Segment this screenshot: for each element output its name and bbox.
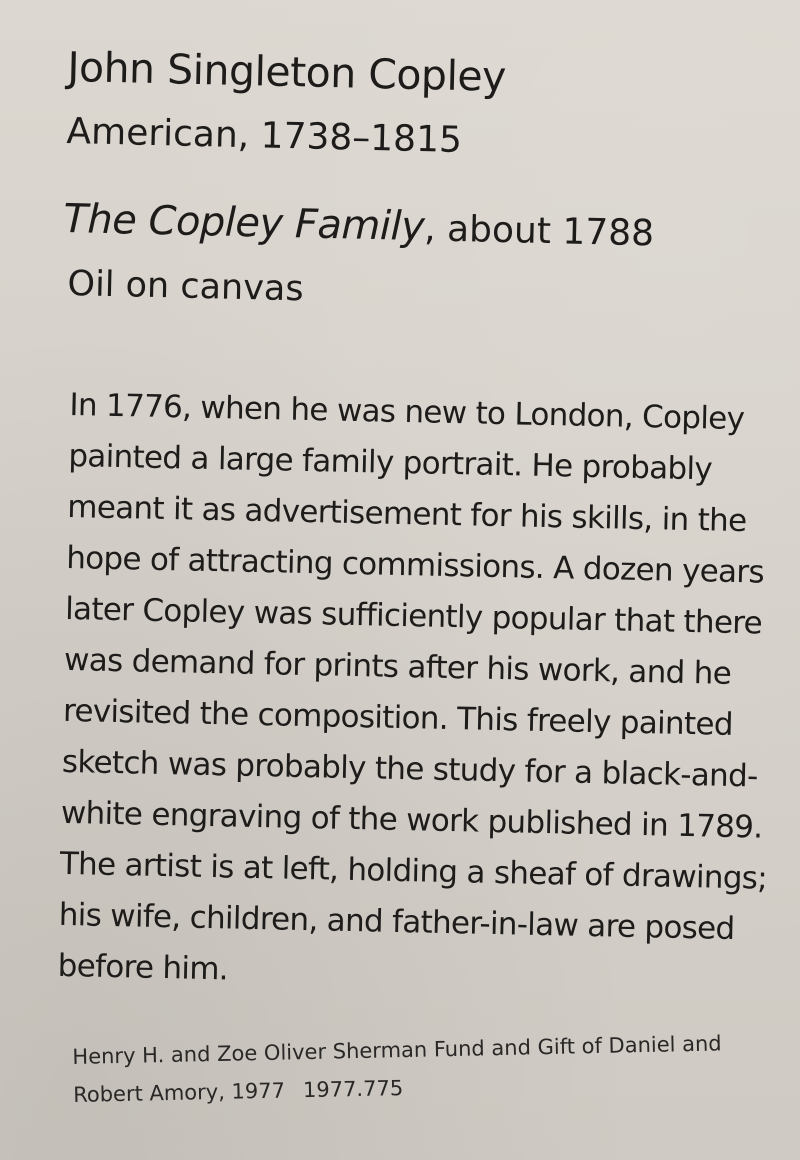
description-line: meant it as advertisement for his skills, in the — [66, 488, 747, 540]
work-date: , about 1788 — [423, 208, 655, 255]
description-line: later Copley was sufficiently popular that there — [64, 590, 763, 642]
work-title: The Copley Family — [62, 196, 425, 251]
description-line: The artist is at left, holding a sheaf of drawings; — [59, 845, 768, 897]
description-line: white engraving of the work published in 1789. — [60, 794, 763, 846]
credit-line — [72, 1023, 773, 1114]
description-line: sketch was probably the study for a black-and- — [61, 743, 758, 795]
work-title-line — [63, 196, 655, 255]
description-line: painted a large family portrait. He probably — [68, 437, 713, 488]
description-line: revisited the composition. This freely painted — [62, 692, 734, 743]
artist-nationality-dates: American, 1738–1815 — [66, 111, 463, 161]
description-line: his wife, children, and father-in-law are posed — [58, 896, 735, 948]
description-line: was demand for prints after his work, and he — [63, 641, 732, 692]
accession-number: 1977.775 — [302, 1076, 404, 1103]
description-line: In 1776, when he was new to London, Copley — [69, 386, 745, 438]
description-line: before him. — [57, 947, 229, 988]
description-line: hope of attracting commissions. A dozen years — [65, 539, 765, 591]
credit-donors: Robert Amory, 1977 — [72, 1078, 286, 1107]
credit-line-1: Henry H. and Zoe Oliver Sherman Fund and Gift of Daniel and — [72, 1031, 722, 1069]
work-medium: Oil on canvas — [67, 264, 305, 310]
artist-name: John Singleton Copley — [66, 43, 507, 101]
description-text — [57, 380, 770, 1007]
